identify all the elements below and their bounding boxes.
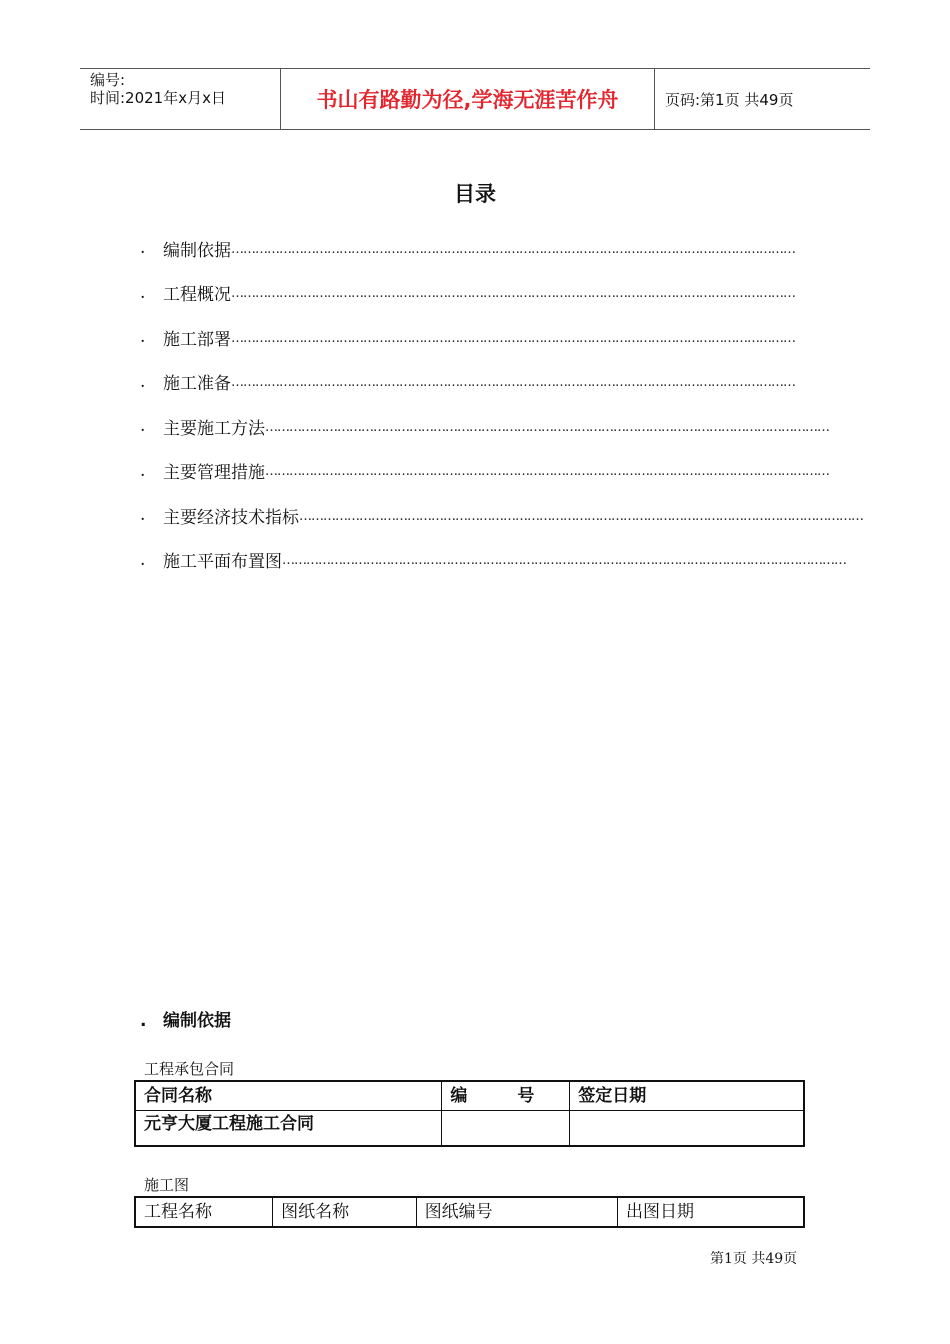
toc-label: 主要经济技术指标 [163,507,299,528]
toc-item[interactable] [140,538,846,583]
section-marker: . [140,1011,147,1031]
toc-leader: …………………………………………………………………………………………………………………………… [231,330,795,346]
table-header-cell: 图纸名称 [273,1197,417,1227]
table-header-cell: 合同名称 [135,1081,442,1111]
toc-marker: . [140,549,146,570]
toc-item[interactable] [140,226,795,271]
toc-leader: …………………………………………………………………………………………………………………………… [231,241,795,257]
toc-marker: . [140,371,146,392]
toc-item[interactable] [140,315,795,360]
table-row [135,1111,804,1147]
toc-marker: . [140,505,146,526]
toc-marker: . [140,238,146,259]
table-header-cell [442,1081,570,1111]
toc-leader: …………………………………………………………………………………………………………………………… [231,286,795,302]
toc-label: 施工平面布置图 [163,552,282,573]
header-time-label: 时间:2021年x月x日 [90,89,226,107]
drawings-table-caption: 施工图 [144,1176,190,1194]
table-header-row [135,1081,804,1111]
table-header-cell: 工程名称 [135,1197,273,1227]
toc-item[interactable] [140,360,795,405]
page-footer: 第1页 共49页 [710,1251,798,1267]
toc-marker: . [140,327,146,348]
header-code-label: 编号: [90,71,126,89]
table-header-cell: 出图日期 [618,1197,804,1227]
toc-leader: …………………………………………………………………………………………………………………………… [265,464,829,480]
toc-leader: …………………………………………………………………………………………………………………………… [282,553,846,569]
toc-leader: …………………………………………………………………………………………………………………………… [265,419,829,435]
toc-item[interactable] [140,449,829,494]
table-cell [570,1111,804,1147]
toc-label: 主要施工方法 [163,418,265,439]
drawings-table [134,1196,805,1228]
toc-list [140,226,863,582]
contract-table-caption: 工程承包合同 [144,1060,235,1078]
table-header-cell: 签定日期 [570,1081,804,1111]
page-header [80,68,870,130]
toc-title: 目录 [454,182,496,206]
toc-leader: …………………………………………………………………………………………………………………………… [231,375,795,391]
spaced-header [450,1082,534,1110]
header-page-info: 页码:第1页 共49页 [665,90,794,109]
toc-label: 编制依据 [163,240,231,261]
table-header-row [135,1197,804,1227]
section-heading [140,1006,231,1031]
toc-item[interactable] [140,271,795,316]
toc-label: 主要管理措施 [163,463,265,484]
toc-marker: . [140,416,146,437]
table-cell [442,1111,570,1147]
toc-marker: . [140,282,146,303]
toc-label: 施工部署 [163,329,231,350]
toc-item[interactable] [140,404,829,449]
table-header-cell: 图纸编号 [416,1197,617,1227]
table-cell: 元亨大厦工程施工合同 [135,1111,442,1147]
toc-label: 工程概况 [163,285,231,306]
header-motto: 书山有路勤为径,学海无涯苦作舟 [281,69,655,129]
header-char: 编 [450,1086,468,1106]
section-title: 编制依据 [163,1011,231,1031]
header-meta [80,69,281,129]
toc-leader: …………………………………………………………………………………………………………………………… [299,508,863,524]
toc-marker: . [140,460,146,481]
contract-table [134,1080,805,1147]
toc-label: 施工准备 [163,374,231,395]
header-char: 号 [517,1086,535,1106]
toc-item[interactable] [140,493,863,538]
